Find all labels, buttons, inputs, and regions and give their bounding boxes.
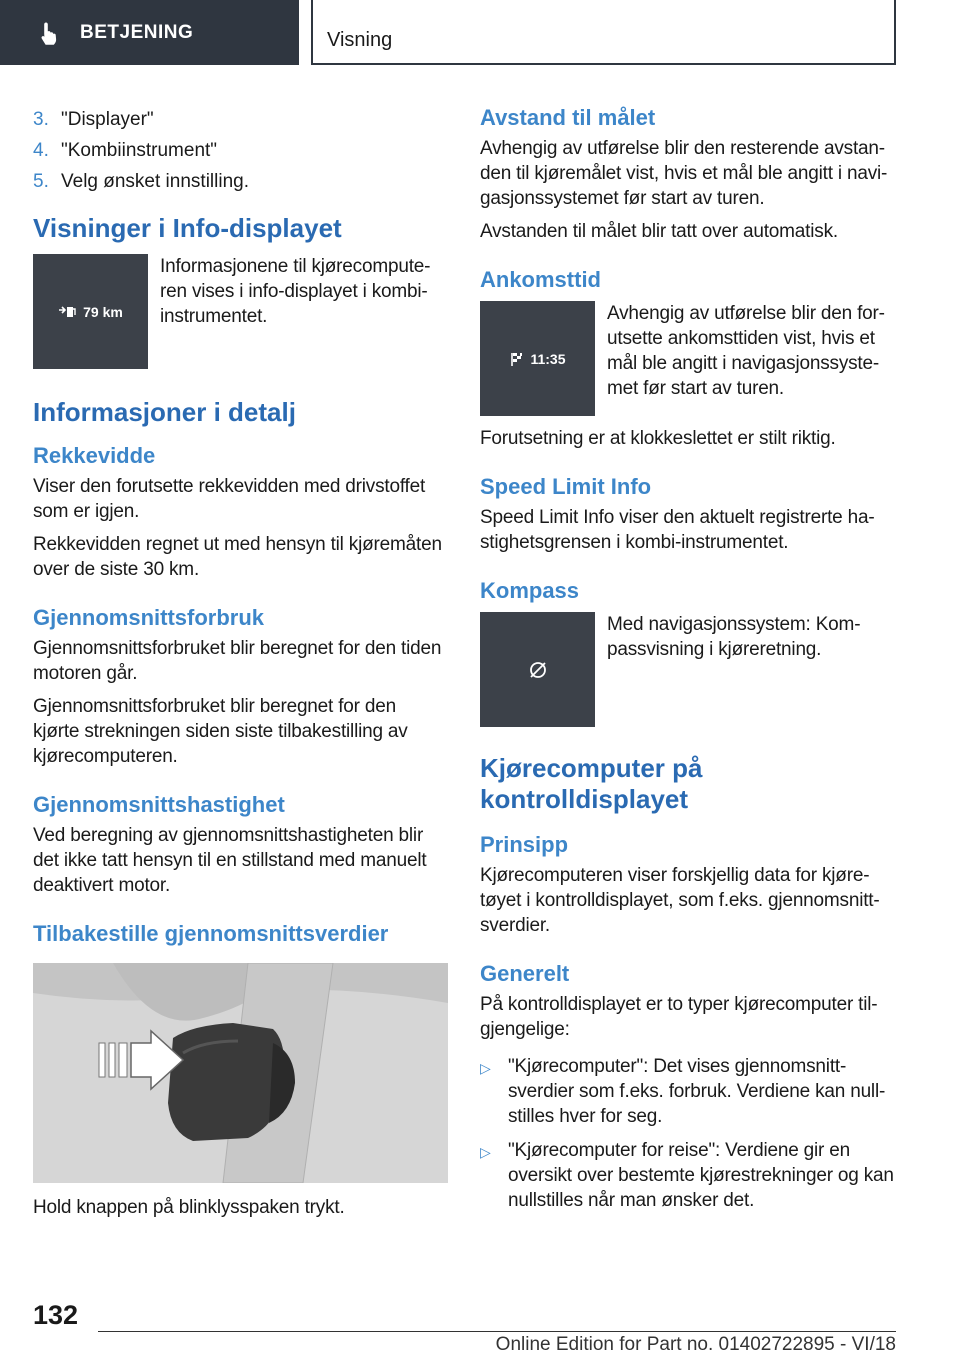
range-value: 79 km [83, 303, 123, 320]
heading-prinsipp: Prinsipp [480, 832, 569, 857]
turn-signal-lever-photo [33, 963, 448, 1183]
list-item: ▷ "Kjørecomputer for reise": Verdiene gir en oversikt over bestemte kjørestrekninger og kan nullstilles når man ønsker det. [480, 1140, 894, 1211]
info-display-row [33, 254, 443, 369]
computer-type-list [480, 1054, 896, 1213]
triangle-bullet-icon: ▷ [480, 1060, 491, 1076]
heading-forbruk: Gjennomsnittsforbruk [33, 605, 265, 630]
step-item: 4. "Kombiinstrument" [33, 140, 218, 161]
triangle-bullet-icon: ▷ [480, 1144, 491, 1160]
compass-display-image [480, 612, 595, 727]
checkered-flag-icon [509, 351, 525, 367]
paragraph: Avstanden til målet blir tatt over automatisk. [480, 221, 838, 242]
compass-text: Med navigasjonssystem: Kompassvisning i kjøreretning. [607, 614, 861, 660]
step-item: 3. "Displayer" [33, 109, 154, 130]
fuel-pump-icon [58, 305, 78, 319]
heading-speed-limit: Speed Limit Info [480, 474, 652, 499]
edition-note: Online Edition for Part no. 01402722895 - VI/18 [495, 1334, 896, 1355]
chapter-label: BETJENING [80, 21, 194, 43]
arrival-display-image [480, 301, 595, 416]
step-list [33, 104, 443, 197]
range-display-image [33, 254, 148, 369]
paragraph: Kjørecomputeren viser forskjellig data for kjøretøyet i kontrolldisplayet, som f.eks. gjennomsnittsverdier. [480, 865, 880, 936]
paragraph: Gjennomsnittsforbruket blir beregnet for den kjørte strekningen siden siste tilbakestilling av kjørecomputeren. [33, 696, 408, 767]
paragraph: Avhengig av utførelse blir den resterende avstanden til kjøremålet vist, hvis et mål ble angitt i navigasjonssystemet før start av turen. [480, 138, 888, 209]
turn-signal-lever-illustration [33, 963, 448, 1183]
info-display-text: Informasjonene til kjørecomputeren vises i info-displayet i kombiinstrumentet. [160, 256, 431, 327]
hand-pointer-icon [38, 21, 60, 45]
heading-generelt: Generelt [480, 961, 570, 986]
page-number: 132 [33, 1300, 79, 1330]
heading-tilbakestille: Tilbakestille gjennomsnittsverdier [33, 921, 389, 946]
heading-kompass: Kompass [480, 578, 580, 603]
arrival-time-value: 11:35 [530, 350, 566, 367]
heading-avstand: Avstand til målet [480, 105, 656, 130]
heading-ankomst: Ankomsttid [480, 267, 601, 292]
paragraph: Ved beregning av gjennomsnittshastigheten blir det ikke tatt hensyn til en stillstand med manuelt deaktivert motor. [33, 825, 427, 896]
section-header [311, 0, 896, 65]
arrival-row [480, 301, 896, 416]
paragraph: Rekkevidden regnet ut med hensyn til kjøremåten over de siste 30 km. [33, 534, 442, 580]
list-item: ▷ "Kjørecomputer": Det vises gjennomsnittsverdier som f.eks. forbruk. Verdiene kan nullstilles hver for seg. [480, 1056, 886, 1127]
heading-kjorecomputer: Kjørecomputer på kontrolldisplayet [480, 753, 703, 814]
paragraph: Speed Limit Info viser den aktuelt registrerte hastighetsgrensen i kombi-instrumentet. [480, 507, 875, 553]
paragraph: Viser den forutsette rekkevidden med drivstoffet som er igjen. [33, 476, 426, 522]
chapter-tab [0, 0, 299, 65]
compass-row [480, 612, 896, 727]
paragraph: På kontrolldisplayet er to typer kjørecomputer tilgjengelige: [480, 994, 878, 1040]
arrival-text: Avhengig av utførelse blir den forutsette ankomsttiden vist, hvis et mål ble angitt i navigasjonssystemet før start av turen. [607, 303, 885, 399]
paragraph: Gjennomsnittsforbruket blir beregnet for den tiden motoren går. [33, 638, 442, 684]
heading-hastighet: Gjennomsnittshastighet [33, 792, 285, 817]
heading-info-display: Visninger i Info-displayet [33, 213, 342, 243]
compass-icon [528, 660, 548, 680]
heading-rekkevidde: Rekkevidde [33, 443, 156, 468]
footer-divider [98, 1331, 896, 1332]
right-column [480, 104, 896, 1222]
section-label: Visning [327, 29, 393, 51]
left-column [33, 104, 443, 1228]
step-item: 5. Velg ønsket innstilling. [33, 171, 249, 192]
paragraph: Forutsetning er at klokkeslettet er stilt riktig. [480, 428, 836, 449]
heading-details: Informasjoner i detalj [33, 397, 296, 427]
photo-caption: Hold knappen på blinklysspaken trykt. [33, 1197, 345, 1218]
